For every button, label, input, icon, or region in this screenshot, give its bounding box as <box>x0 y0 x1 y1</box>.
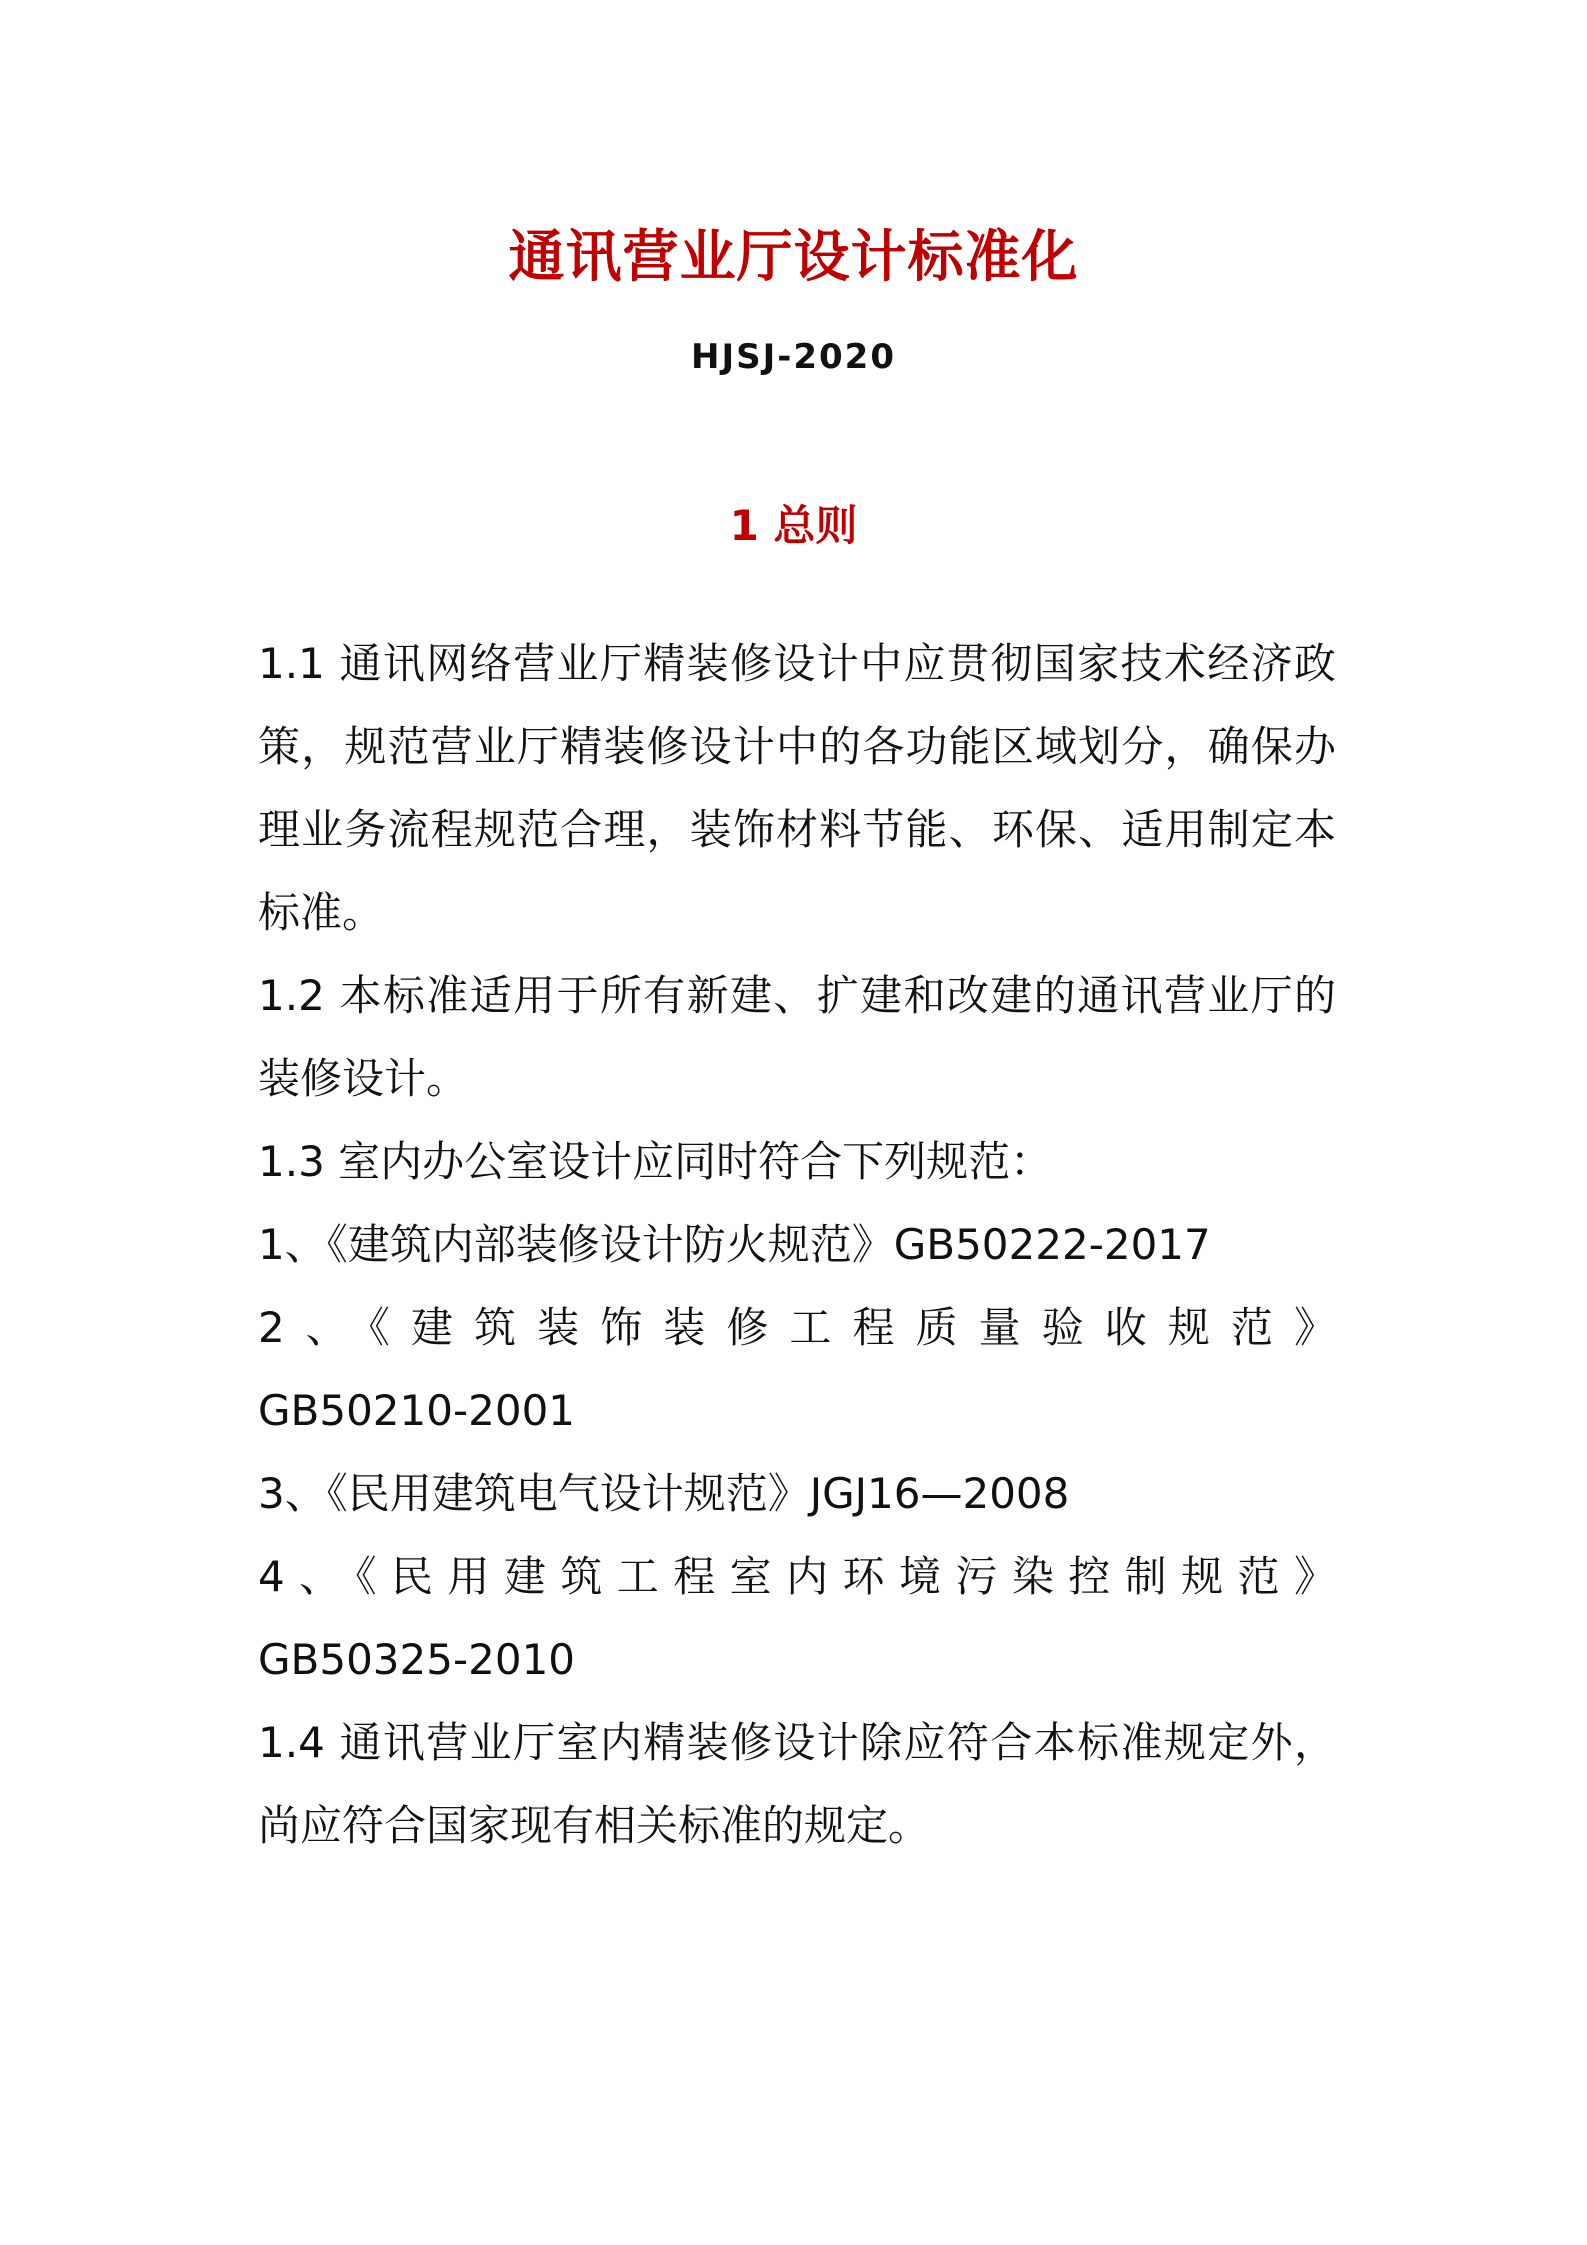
section-heading: 1 总则 <box>729 501 858 550</box>
document-body <box>258 622 1336 1867</box>
reference-1: 1、《建筑内部装修设计防火规范》GB50222-2017 <box>258 1220 1211 1269</box>
paragraph-1-4: 1.4 通讯营业厅室内精装修设计除应符合本标准规定外，尚应符合国家现有相关标准的规定。 <box>258 1718 1336 1850</box>
paragraph-1-1: 1.1 通讯网络营业厅精装修设计中应贯彻国家技术经济政策，规范营业厅精装修设计中的各功能区域划分，确保办理业务流程规范合理，装饰材料节能、环保、适用制定本标准。 <box>258 639 1336 937</box>
paragraph-1-3: 1.3 室内办公室设计应同时符合下列规范： <box>258 1137 1053 1186</box>
reference-3: 3、《民用建筑电气设计规范》JGJ16—2008 <box>258 1469 1070 1518</box>
reference-2-title: 2、《建筑装饰装修工程质量验收规范》 <box>258 1303 1336 1352</box>
document-code: HJSJ-2020 <box>691 337 896 377</box>
document-title: 通讯营业厅设计标准化 <box>508 225 1079 290</box>
reference-4-code: GB50325-2010 <box>258 1635 576 1684</box>
reference-4-title: 4、《民用建筑工程室内环境污染控制规范》 <box>258 1552 1336 1601</box>
paragraph-1-2: 1.2 本标准适用于所有新建、扩建和改建的通讯营业厅的装修设计。 <box>258 971 1336 1103</box>
reference-2-code: GB50210-2001 <box>258 1386 576 1435</box>
